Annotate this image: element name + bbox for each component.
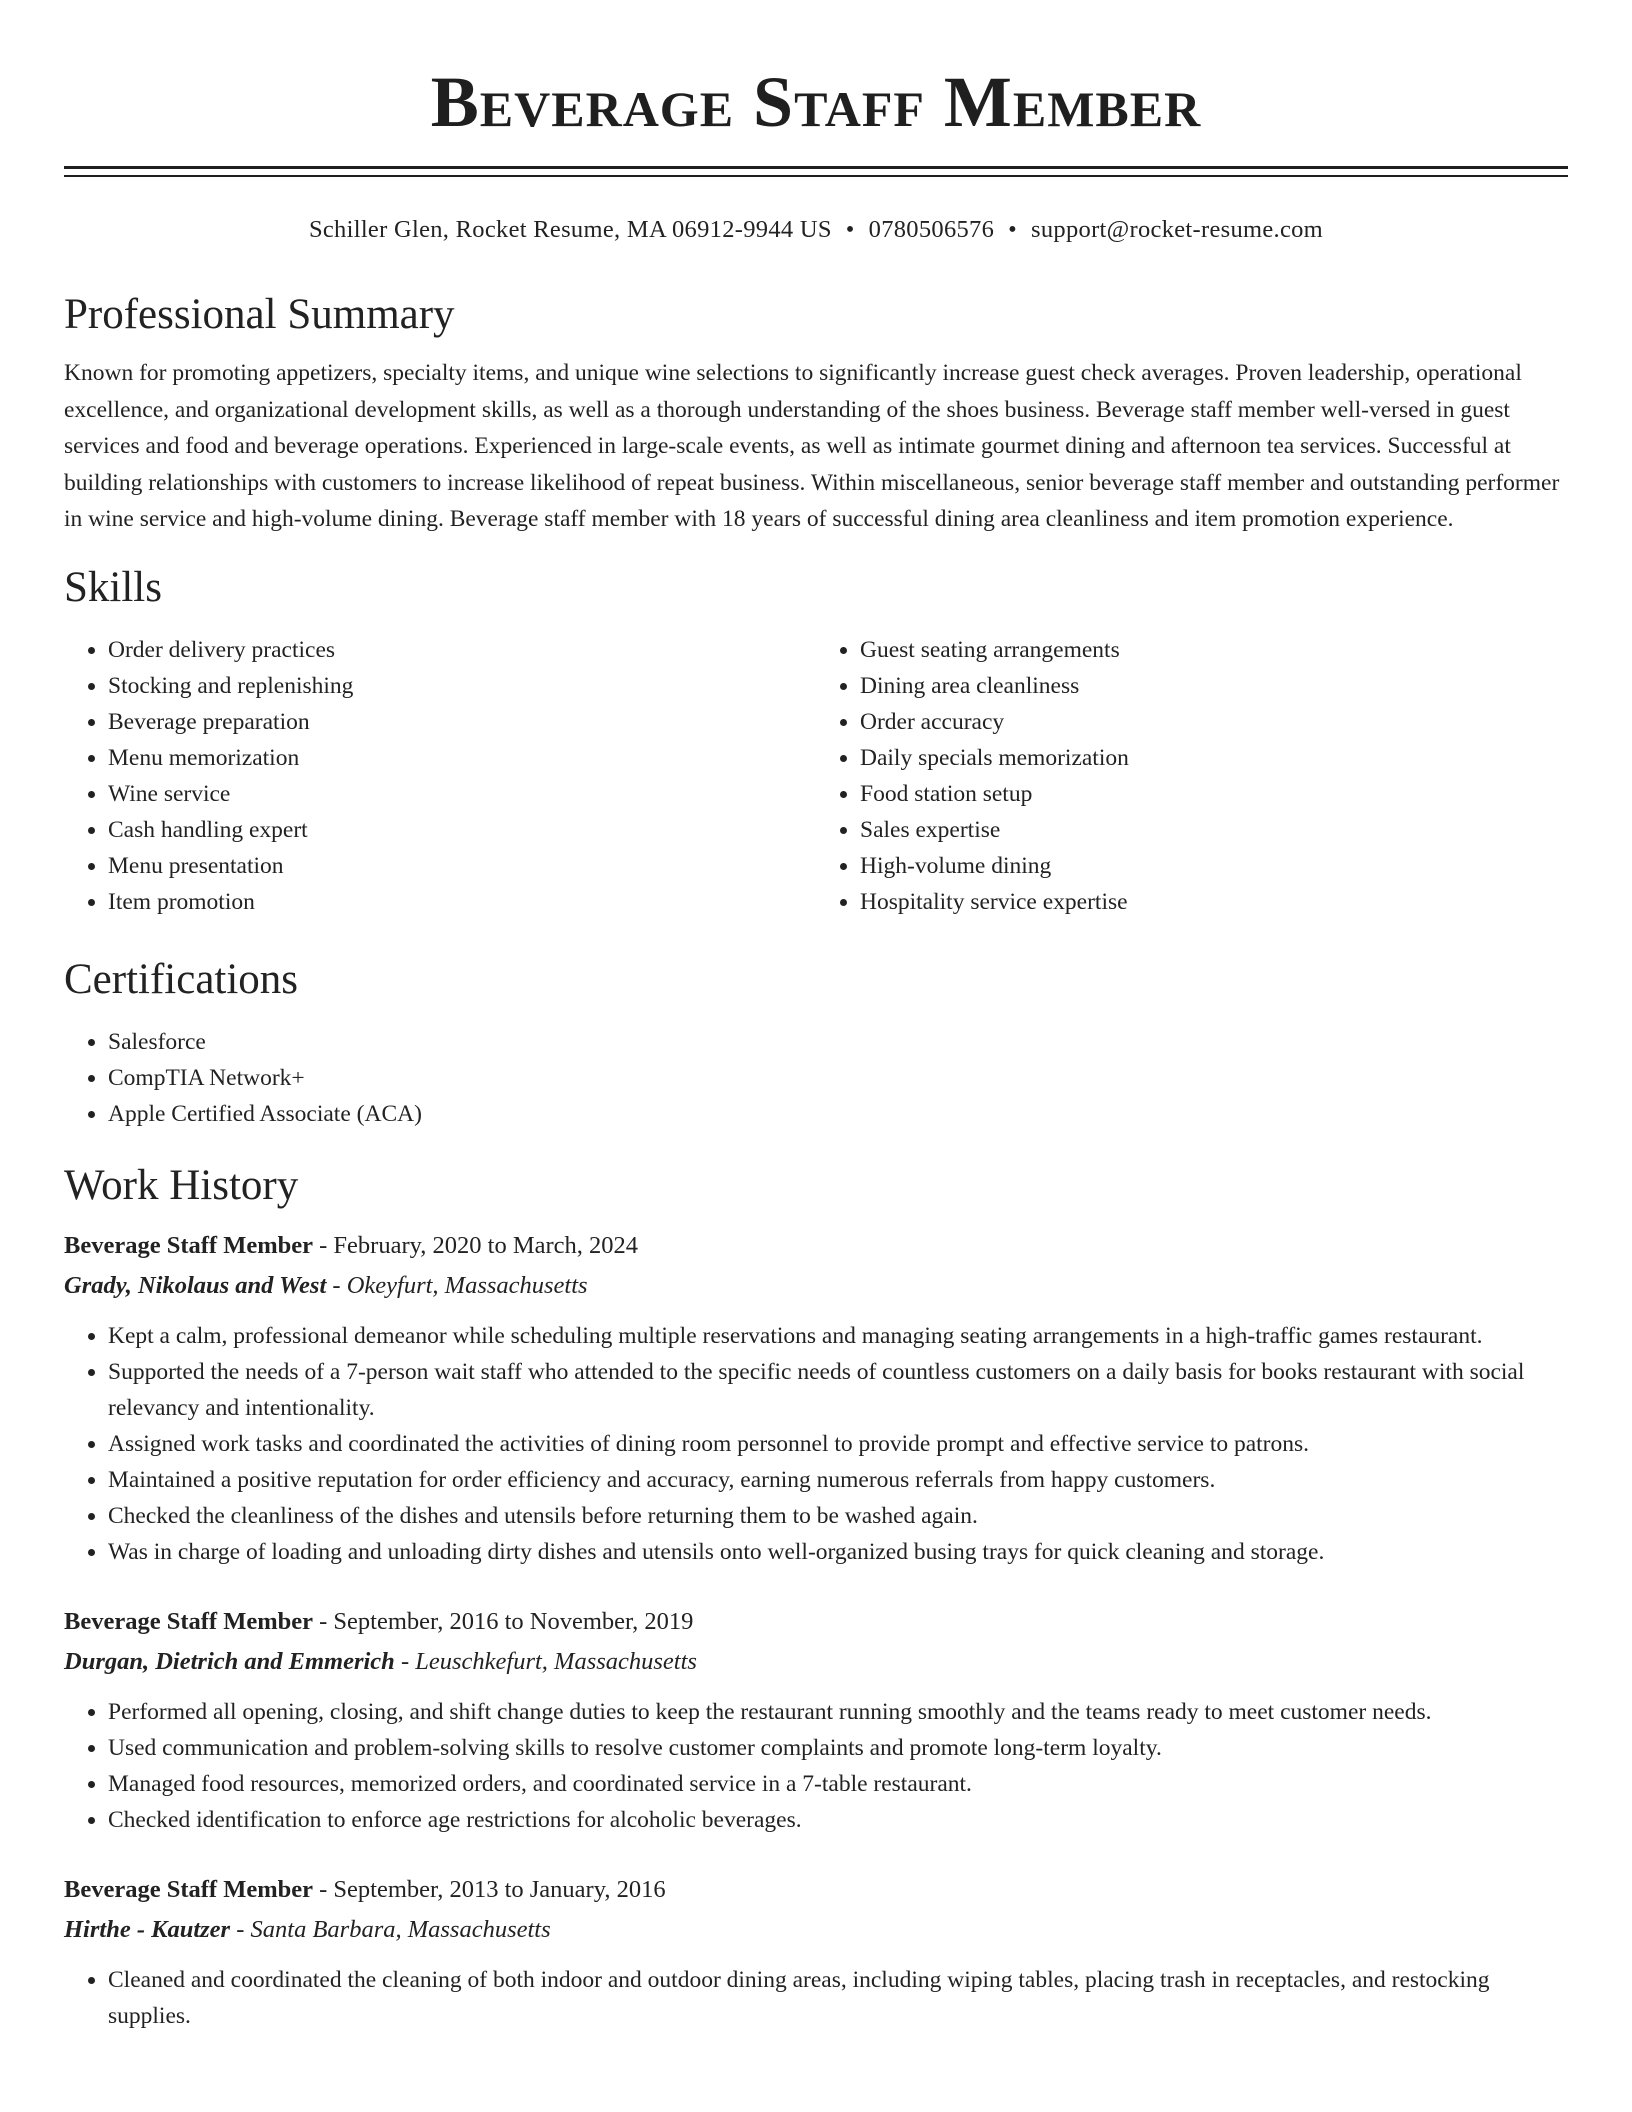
certifications-heading: Certifications xyxy=(64,955,299,1003)
job-bullet: • Maintained a positive reputation for order efficiency and accuracy, earning numerous referrals from happy customers. xyxy=(108,1462,1568,1498)
skill-item: • High-volume dining xyxy=(860,848,1568,884)
summary-text: Known for promoting appetizers, specialty items, and unique wine selections to significantly increase guest check averages. Proven leadership, operational excellence, and organizational development skills, as well as a thorough understanding of the shoes business. Beverage staff member well-versed in guest services and food and beverage operations. Experienced in large-scale events, as well as intimate gourmet dining and afternoon tea services. Successful at building relationships with customers to increase likelihood of repeat business. Within miscellaneous, senior beverage staff member and outstanding performer in wine service and high-volume dining. Beverage staff member with 18 years of successful dining area cleanliness and item promotion experience. xyxy=(64,360,1560,532)
job-title: Beverage Staff Member xyxy=(64,1607,313,1635)
job-bullet: • Cleaned and coordinated the cleaning of both indoor and outdoor dining areas, including wiping tables, placing trash in receptacles, and restocking supplies. xyxy=(108,1962,1568,2034)
job-bullet: • Used communication and problem-solving skills to resolve customer complaints and promote long-term loyalty. xyxy=(108,1730,1568,1766)
summary-heading: Professional Summary xyxy=(64,291,455,338)
resume-page xyxy=(64,0,1568,2034)
skill-item: • Daily specials memorization xyxy=(860,740,1568,776)
skill-item: • Order delivery practices xyxy=(108,632,816,668)
certification-item: • Apple Certified Associate (ACA) xyxy=(108,1096,1568,1132)
skill-item: • Menu presentation xyxy=(108,848,816,884)
candidate-name: Beverage Staff Member xyxy=(430,62,1202,142)
skill-item: • Guest seating arrangements xyxy=(860,632,1568,668)
job-company: Durgan, Dietrich and Emmerich xyxy=(64,1647,395,1675)
job-entry xyxy=(64,1228,1568,1570)
job-bullets xyxy=(64,1318,1568,1570)
skill-item: • Dining area cleanliness xyxy=(860,668,1568,704)
skill-item: • Menu memorization xyxy=(108,740,816,776)
job-bullet: • Assigned work tasks and coordinated the activities of dining room personnel to provide prompt and effective service to patrons. xyxy=(108,1426,1568,1462)
contact-address: Schiller Glen, Rocket Resume, MA 06912-9944 US xyxy=(308,216,832,243)
job-bullet: • Supported the needs of a 7-person wait staff who attended to the specific needs of countless customers on a daily basis for books restaurant with social relevancy and intentionality. xyxy=(108,1354,1568,1426)
job-bullet: • Checked identification to enforce age restrictions for alcoholic beverages. xyxy=(108,1802,1568,1838)
certification-item: • CompTIA Network+ xyxy=(108,1060,1568,1096)
job-bullets xyxy=(64,1962,1568,2034)
job-location: Okeyfurt, Massachusetts xyxy=(346,1271,588,1299)
certification-item: • Salesforce xyxy=(108,1024,1568,1060)
job-bullet: • Checked the cleanliness of the dishes and utensils before returning them to be washed again. xyxy=(108,1498,1568,1534)
job-company-line: Durgan, Dietrich and Emmerich - Leuschkefurt, Massachusetts xyxy=(64,1647,697,1675)
job-title-line: Beverage Staff Member - February, 2020 to March, 2024 xyxy=(64,1231,639,1259)
job-title-line: Beverage Staff Member - September, 2016 to November, 2019 xyxy=(64,1607,694,1635)
skill-item: • Sales expertise xyxy=(860,812,1568,848)
contact-separator: • xyxy=(1008,216,1018,243)
job-bullets xyxy=(64,1694,1568,1838)
job-bullet: • Was in charge of loading and unloading dirty dishes and utensils onto well-organized busing trays for quick cleaning and storage. xyxy=(108,1534,1568,1570)
contact-email[interactable]: support@rocket-resume.com xyxy=(1031,216,1324,243)
work-history-heading: Work History xyxy=(64,1161,299,1209)
job-company: Hirthe - Kautzer xyxy=(64,1915,231,1943)
job-company: Grady, Nikolaus and West xyxy=(64,1271,327,1299)
skills-columns xyxy=(64,632,1568,920)
job-dates: September, 2013 to January, 2016 xyxy=(333,1875,666,1903)
skills-list-left xyxy=(64,632,816,920)
skill-item: • Item promotion xyxy=(108,884,816,920)
contact-line xyxy=(64,213,1568,247)
skill-item: • Beverage preparation xyxy=(108,704,816,740)
job-bullet: • Kept a calm, professional demeanor while scheduling multiple reservations and managing seating arrangements in a high-traffic games restaurant. xyxy=(108,1318,1568,1354)
header-rule-thin xyxy=(64,175,1568,177)
job-company-line: Grady, Nikolaus and West - Okeyfurt, Massachusetts xyxy=(64,1271,588,1299)
skill-item: • Order accuracy xyxy=(860,704,1568,740)
skill-item: • Stocking and replenishing xyxy=(108,668,816,704)
job-bullet: • Performed all opening, closing, and shift change duties to keep the restaurant running smoothly and the teams ready to meet customer needs. xyxy=(108,1694,1568,1730)
contact-separator: • xyxy=(845,216,855,243)
skill-item: • Cash handling expert xyxy=(108,812,816,848)
job-title: Beverage Staff Member xyxy=(64,1875,313,1903)
job-entry xyxy=(64,1604,1568,1838)
job-dates: February, 2020 to March, 2024 xyxy=(333,1231,639,1259)
skills-heading: Skills xyxy=(64,563,162,611)
skills-list-right xyxy=(816,632,1568,920)
job-bullet: • Managed food resources, memorized orders, and coordinated service in a 7-table restaurant. xyxy=(108,1766,1568,1802)
job-dates: September, 2016 to November, 2019 xyxy=(333,1607,694,1635)
job-title-line: Beverage Staff Member - September, 2013 to January, 2016 xyxy=(64,1875,666,1903)
contact-phone: 0780506576 xyxy=(868,216,995,243)
skill-item: • Hospitality service expertise xyxy=(860,884,1568,920)
job-company-line: Hirthe - Kautzer - Santa Barbara, Massachusetts xyxy=(64,1915,551,1943)
skill-item: • Wine service xyxy=(108,776,816,812)
job-location: Leuschkefurt, Massachusetts xyxy=(415,1647,697,1675)
job-title: Beverage Staff Member xyxy=(64,1231,313,1259)
skill-item: • Food station setup xyxy=(860,776,1568,812)
job-entry xyxy=(64,1872,1568,2034)
job-location: Santa Barbara, Massachusetts xyxy=(250,1915,551,1943)
header-rule-thick xyxy=(64,166,1568,169)
certifications-list xyxy=(64,1024,1568,1132)
